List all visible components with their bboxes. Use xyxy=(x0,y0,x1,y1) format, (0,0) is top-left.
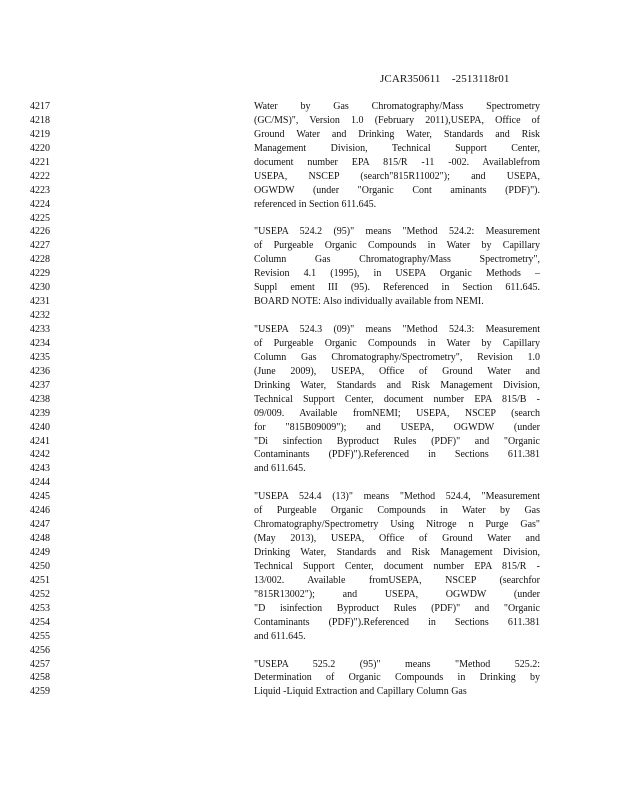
text-line: Technical Support Center, document number EPA 815/R - xyxy=(254,560,540,572)
line-number-column xyxy=(30,100,50,699)
text-line: Revision 4.1 (1995), in USEPA Organic Methods – xyxy=(254,268,540,280)
text-line: and 611.645. xyxy=(254,630,306,642)
line-number: 4253 xyxy=(30,602,50,614)
line-number: 4254 xyxy=(30,616,50,628)
text-line: "USEPA 524.2 (95)" means "Method 524.2: Measurement xyxy=(254,226,540,238)
line-number: 4247 xyxy=(30,519,50,531)
line-number: 4243 xyxy=(30,463,50,475)
text-line: Ground Water and Drinking Water, Standards and Risk xyxy=(254,128,540,140)
line-number: 4235 xyxy=(30,351,50,363)
line-number: 4228 xyxy=(30,254,50,266)
line-number: 4258 xyxy=(30,672,50,684)
line-number: 4237 xyxy=(30,379,50,391)
line-number: 4240 xyxy=(30,421,50,433)
blank-line xyxy=(254,476,540,490)
line-number: 4246 xyxy=(30,505,50,517)
line-number: 4231 xyxy=(30,296,50,308)
text-line: BOARD NOTE: Also individually available from NEMI. xyxy=(254,296,484,308)
line-number: 4244 xyxy=(30,477,50,489)
text-line: "D isinfection Byproduct Rules (PDF)" and "Organic xyxy=(254,602,540,614)
line-number: 4222 xyxy=(30,170,50,182)
text-line: Determination of Organic Compounds in Drinking by xyxy=(254,672,540,684)
text-line: "USEPA 525.2 (95)" means "Method 525.2: xyxy=(254,658,540,670)
text-line: (May 2013), USEPA, Office of Ground Water and xyxy=(254,533,540,545)
text-line: Contaminants (PDF)").Referenced in Sections 611.381 xyxy=(254,616,540,628)
text-line: 13/002. Available fromUSEPA, NSCEP (searchfor xyxy=(254,574,540,586)
text-line: of Purgeable Organic Compounds in Water by Capillary xyxy=(254,337,540,349)
header-code: JCAR350611 xyxy=(380,73,441,85)
line-number: 4255 xyxy=(30,630,50,642)
text-line: (GC/MS)", Version 1.0 (February 2011),USEPA, Office of xyxy=(254,114,540,126)
text-line: referenced in Section 611.645. xyxy=(254,198,377,210)
line-number: 4236 xyxy=(30,365,50,377)
text-line: Column Gas Chromatography/Mass Spectrometry", xyxy=(254,254,540,266)
line-number: 4251 xyxy=(30,574,50,586)
line-number: 4232 xyxy=(30,310,50,322)
text-line: Water by Gas Chromatography/Mass Spectrometry xyxy=(254,101,540,112)
text-line: 09/009. Available fromNEMI; USEPA, NSCEP (search xyxy=(254,407,540,419)
line-number: 4248 xyxy=(30,533,50,545)
header-doc-number: -2513118r01 xyxy=(451,73,510,85)
text-line: USEPA, NSCEP (search"815R11002"); and USEPA, xyxy=(254,170,540,182)
line-number: 4220 xyxy=(30,142,50,154)
line-number: 4233 xyxy=(30,324,50,335)
text-line: for "815B09009"); and USEPA, OGWDW (under xyxy=(254,421,540,433)
text-line: OGWDW (under "Organic Cont aminants (PDF)"). xyxy=(254,184,540,196)
line-number: 4252 xyxy=(30,588,50,600)
text-line: "815R13002"); and USEPA, OGWDW (under xyxy=(254,588,540,600)
line-number: 4219 xyxy=(30,128,50,140)
text-line: document number EPA 815/R -11 -002. Availablefrom xyxy=(254,156,540,168)
line-number: 4229 xyxy=(30,268,50,280)
text-line: and 611.645. xyxy=(254,463,306,475)
line-number: 4238 xyxy=(30,393,50,405)
line-number: 4221 xyxy=(30,156,50,168)
line-number: 4259 xyxy=(30,686,50,698)
line-number: 4227 xyxy=(30,240,50,252)
line-number: 4230 xyxy=(30,282,50,294)
line-number: 4239 xyxy=(30,407,50,419)
text-line: "USEPA 524.3 (09)" means "Method 524.3: Measurement xyxy=(254,324,540,335)
text-line: Column Gas Chromatography/Spectrometry", Revision 1.0 xyxy=(254,351,540,363)
text-line: "USEPA 524.4 (13)" means "Method 524.4, "Measurement xyxy=(254,491,540,503)
line-number: 4218 xyxy=(30,114,50,126)
text-line: of Purgeable Organic Compounds in Water by Gas xyxy=(254,505,540,517)
blank-line xyxy=(254,309,540,323)
line-number: 4223 xyxy=(30,184,50,196)
page-header xyxy=(380,73,509,85)
line-number: 4245 xyxy=(30,491,50,503)
line-number: 4257 xyxy=(30,658,50,670)
text-line: Management Division, Technical Support Center, xyxy=(254,142,540,154)
text-line: Drinking Water, Standards and Risk Management Division, xyxy=(254,547,540,558)
text-line: Technical Support Center, document number EPA 815/B - xyxy=(254,393,540,405)
text-line: Contaminants (PDF)").Referenced in Sections 611.381 xyxy=(254,449,540,461)
blank-line xyxy=(254,644,540,658)
text-line: Chromatography/Spectrometry Using Nitroge n Purge Gas" xyxy=(254,519,540,531)
line-number: 4250 xyxy=(30,560,50,572)
line-number: 4234 xyxy=(30,337,50,349)
line-number: 4241 xyxy=(30,435,50,447)
line-number: 4224 xyxy=(30,198,50,210)
text-line: of Purgeable Organic Compounds in Water by Capillary xyxy=(254,240,540,252)
text-line: "Di sinfection Byproduct Rules (PDF)" and "Organic xyxy=(254,435,540,447)
text-line: (June 2009), USEPA, Office of Ground Water and xyxy=(254,365,540,377)
text-line: Drinking Water, Standards and Risk Management Division, xyxy=(254,379,540,391)
line-number: 4226 xyxy=(30,226,50,238)
line-number: 4225 xyxy=(30,212,50,224)
line-number: 4249 xyxy=(30,547,50,558)
line-number: 4242 xyxy=(30,449,50,461)
line-number: 4256 xyxy=(30,644,50,656)
text-line: Suppl ement III (95). Referenced in Section 611.645. xyxy=(254,282,540,294)
line-number: 4217 xyxy=(30,101,50,112)
text-line: Liquid -Liquid Extraction and Capillary Column Gas xyxy=(254,686,467,698)
body-text-column xyxy=(254,100,540,699)
blank-line xyxy=(254,212,540,226)
